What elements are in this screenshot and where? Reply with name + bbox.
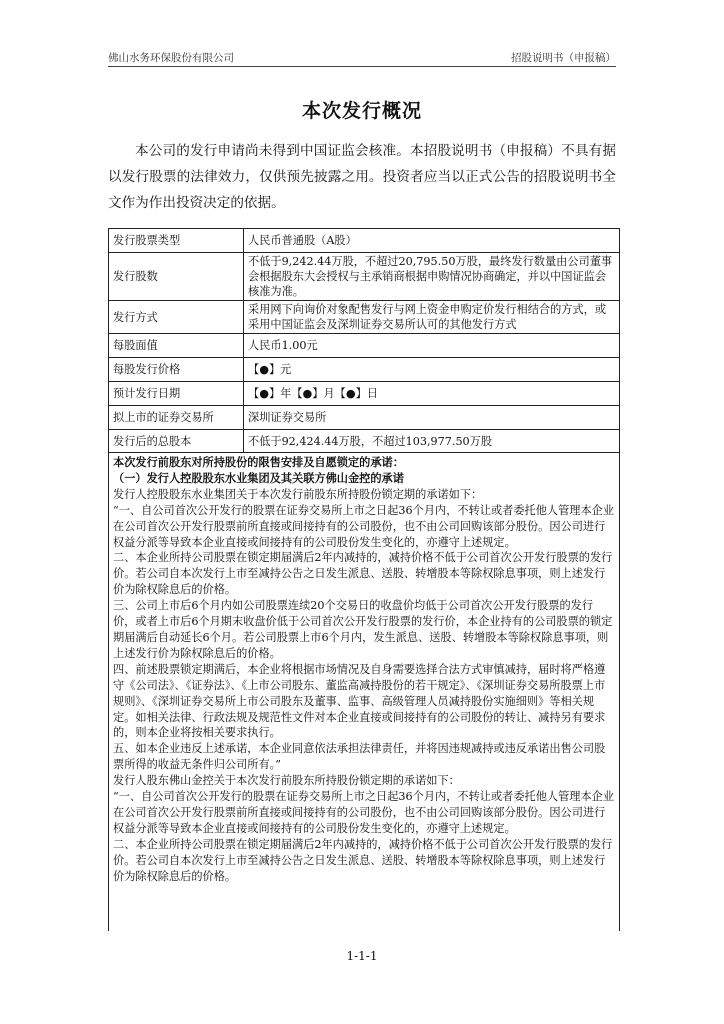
table-row: [109, 382, 620, 406]
row-key: 每股面值: [109, 334, 244, 358]
table-row: [109, 406, 620, 430]
table-row: [109, 301, 620, 334]
row-key: 发行方式: [109, 301, 244, 334]
row-value: 不低于92,424.44万股，不超过103,977.50万股: [244, 430, 620, 453]
lockup-paragraph: 四、前述股票锁定期满后，本企业将根据市场情况及自身需要选择合法方式审慎减持，届时将严格遵守《公司法》、《证券法》、《上市公司股东、董监高减持股份的若干规定》、《深圳证券交易所股票上市规则》、《深圳证券交易所上市公司股东及董事、监事、高级管理人员减持股份实施细则》等相关规定。如相关法律、行政法规及规范性文件对本企业直接或间接持有的公司股份的转让、减持另有要求的，则本企业将按相关要求执行。: [113, 662, 606, 740]
lockup-cell: [109, 453, 620, 932]
row-key: 发行股数: [109, 253, 244, 301]
lockup-paragraph: 发行人股东佛山金控关于本次发行前股东所持股份锁定期的承诺如下：: [113, 774, 460, 788]
row-value: 【●】年【●】月【●】日: [244, 382, 620, 406]
lockup-paragraph: 五、如本企业违反上述承诺，本企业同意依法承担法律责任，并将因违规减持或违反承诺出售公司股票所得的收益无条件归公司所有。”: [113, 742, 606, 772]
row-value: 不低于9,242.44万股，不超过20,795.50万股，最终发行数量由公司董事会根据股东大会授权与主承销商根据申购情况协商确定，并以中国证监会核准为准。: [244, 253, 620, 301]
row-key: 发行股票类型: [109, 229, 244, 253]
intro-paragraph: 本公司的发行申请尚未得到中国证监会核准。本招股说明书（申报稿）不具有据以发行股票的法律效力，仅供预先披露之用。投资者应当以正式公告的招股说明书全文作为作出投资决定的依据。: [108, 143, 616, 211]
row-key: 预计发行日期: [109, 382, 244, 406]
table-row: [109, 229, 620, 253]
row-key: 发行后的总股本: [109, 430, 244, 453]
table-row: [109, 358, 620, 382]
header-company: 佛山水务环保股份有限公司: [108, 52, 234, 64]
lockup-paragraph: “一、自公司首次公开发行的股票在证券交易所上市之日起36个月内，不转让或者委托他人管理本企业在公司首次公开发行股票前所直接或间接持有的公司股份，也不由公司回购该部分股份。因公司进行权益分派等导致本企业直接或间接持有的公司股份发生变化的，亦遵守上述规定。: [113, 503, 615, 549]
row-value: 人民币普通股（A股）: [244, 229, 620, 253]
lockup-paragraph: 二、本企业所持公司股票在锁定期届满后2年内减持的，减持价格不低于公司首次公开发行股票的发行价。若公司自本次发行上市至减持公告之日发生派息、送股、转增股本等除权除息事项，则上述发行价为除权除息后的价格。: [113, 551, 613, 597]
row-value: 人民币1.00元: [244, 334, 620, 358]
lockup-paragraph: “一、自公司首次公开发行的股票在证券交易所上市之日起36个月内，不转让或者委托他人管理本企业在公司首次公开发行股票前所直接或间接持有的公司股份，也不由公司回购该部分股份。因公司进行权益分派等导致本企业直接或间接持有的公司股份发生变化的，亦遵守上述规定。: [113, 790, 615, 835]
row-value: 【●】元: [244, 358, 620, 382]
offering-table: [108, 228, 620, 931]
lockup-paragraph: 发行人控股股东水业集团关于本次发行前股东所持股份锁定期的承诺如下：: [113, 487, 483, 501]
table-row: [109, 334, 620, 358]
lockup-paragraph: 三、公司上市后6个月内如公司股票连续20个交易日的收盘价均低于公司首次公开发行股票的发行价，或者上市后6个月期末收盘价低于公司首次公开发行股票的发行价，本企业持有的公司股票的锁定期届满后自动延长6个月。若公司股票上市6个月内，发生派息、送股、转增股本等除权除息事项，则上述发行价为除权除息后的价格。: [113, 599, 613, 660]
row-value: 深圳证券交易所: [244, 406, 620, 430]
table-row: [109, 430, 620, 453]
lockup-subheading: （一）发行人控股股东水业集团及其关联方佛山金控的承诺: [113, 470, 404, 485]
lockup-paragraph: 二、本企业所持公司股票在锁定期届满后2年内减持的，减持价格不低于公司首次公开发行股票的发行价。若公司自本次发行上市至减持公告之日发生派息、送股、转增股本等除权除息事项，则上述发行价为除权除息后的价格。: [113, 837, 613, 883]
lockup-heading: 本次发行前股东对所持股份的限售安排及自愿锁定的承诺：: [113, 455, 404, 469]
row-key: 每股发行价格: [109, 358, 244, 382]
header-doc-type: 招股说明书（申报稿）: [511, 52, 616, 64]
page-number: 1-1-1: [346, 949, 378, 963]
row-key: 拟上市的证券交易所: [109, 406, 244, 430]
lockup-row: [109, 453, 620, 932]
page-title: 本次发行概况: [301, 100, 422, 122]
row-value: 采用网下向询价对象配售发行与网上资金申购定价发行相结合的方式，或采用中国证监会及深圳证券交易所认可的其他发行方式: [244, 301, 620, 334]
table-row: [109, 253, 620, 301]
